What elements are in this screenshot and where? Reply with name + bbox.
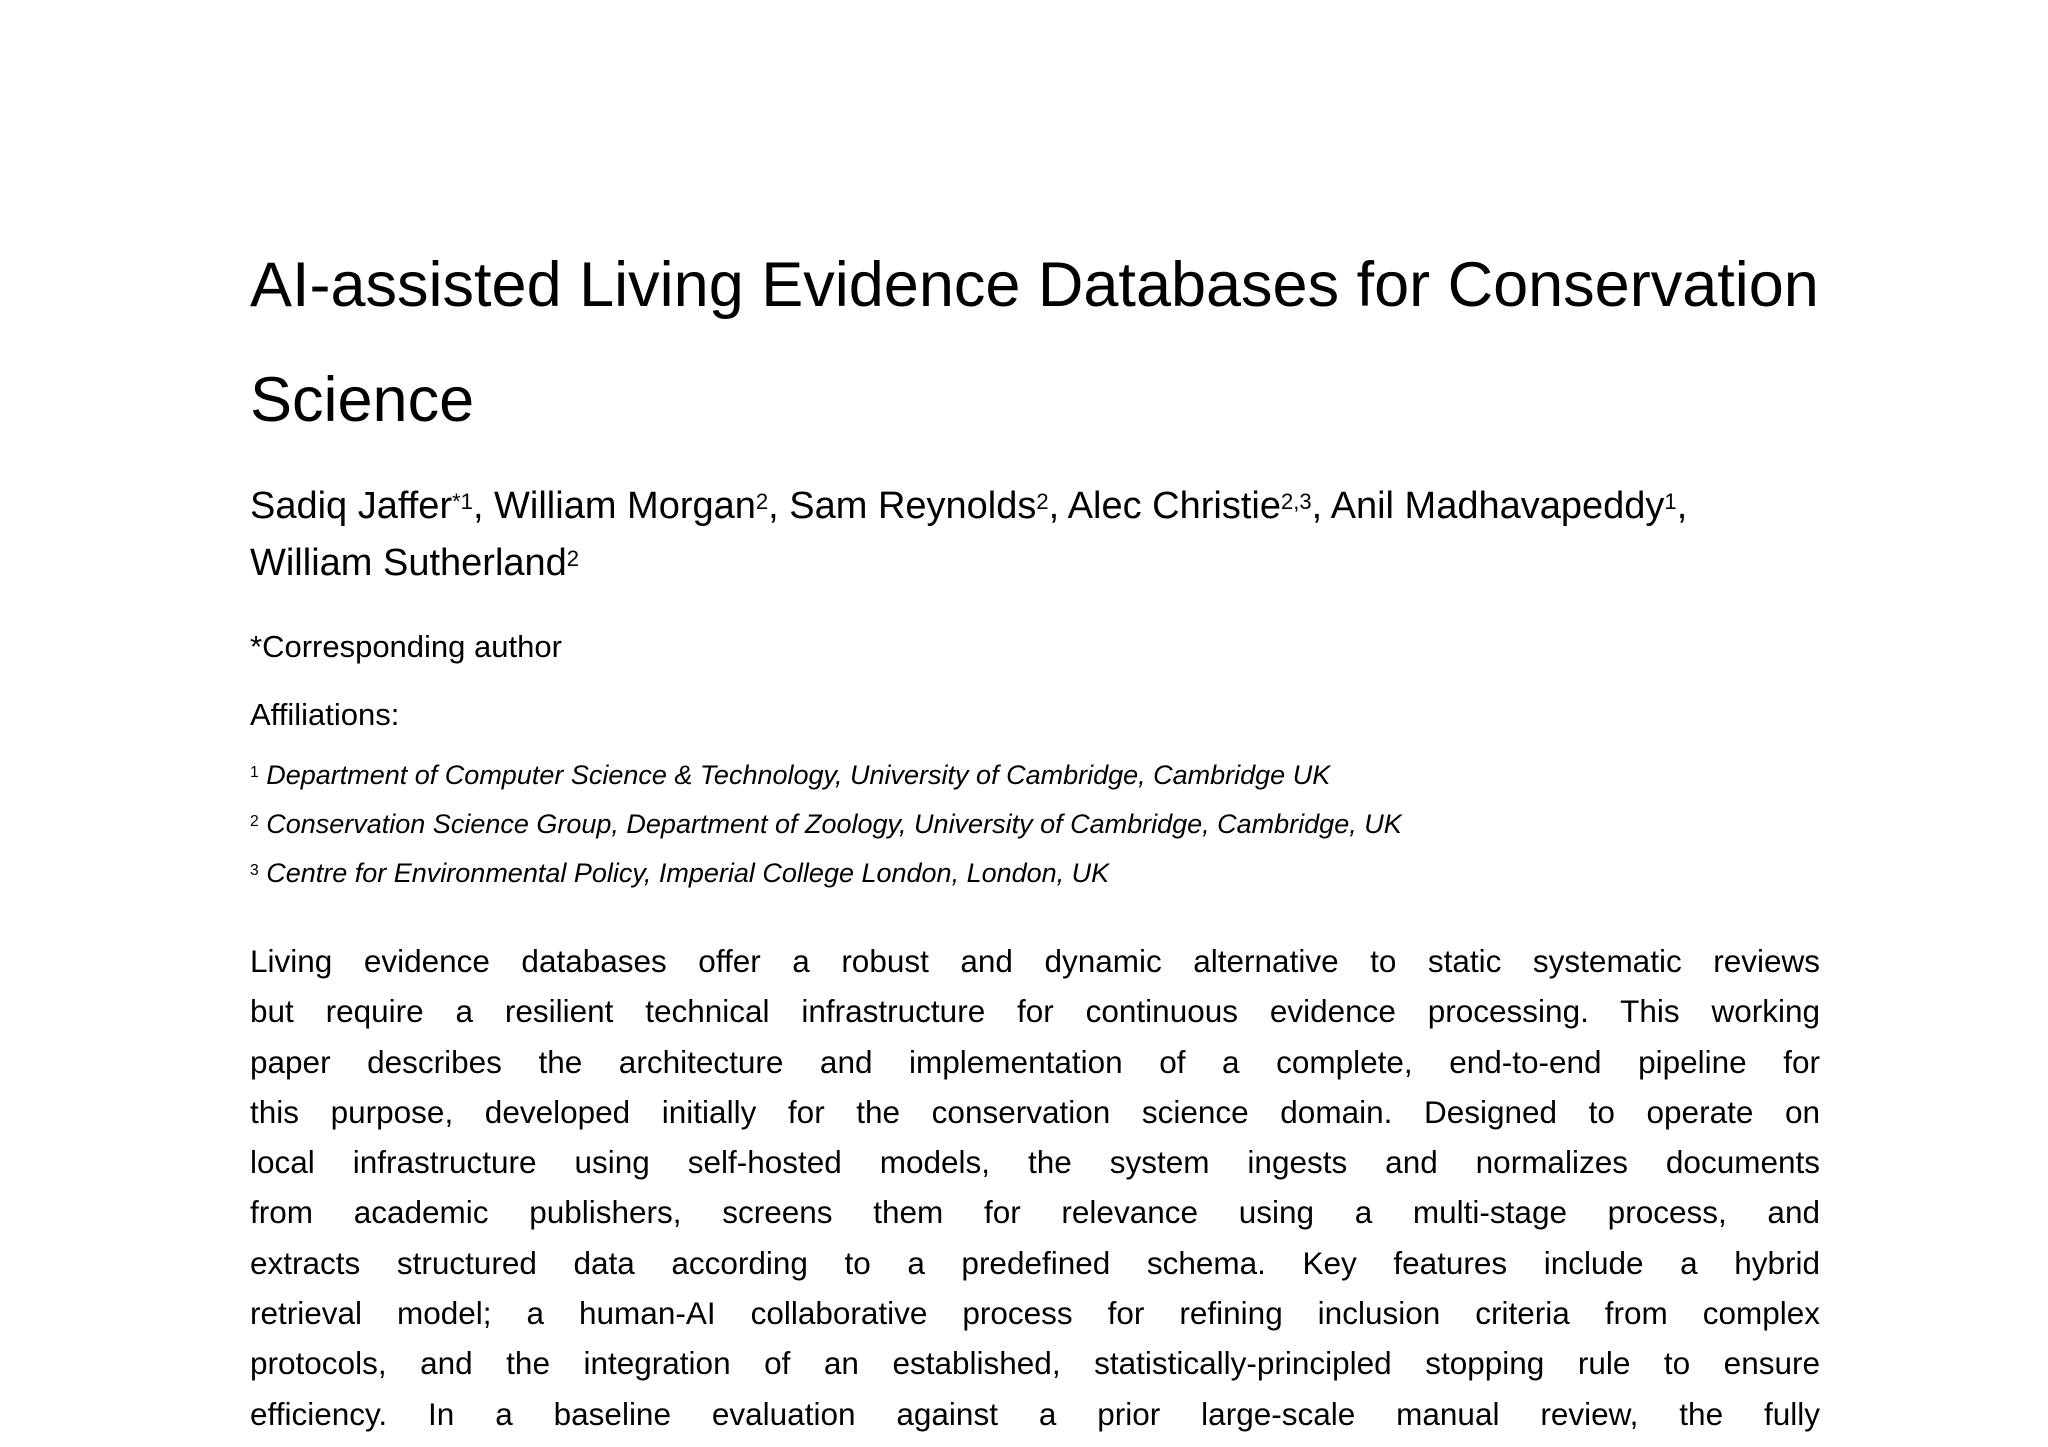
affiliation-text: Conservation Science Group, Department of Zoology, University of Cambridge, Cambridge, UK: [258, 809, 1402, 839]
affiliation-superscript: 1: [250, 764, 259, 782]
affiliation-1: [250, 753, 1402, 802]
affiliation-superscript: 2: [250, 813, 259, 831]
paper-title-line-2: Science: [250, 365, 475, 435]
corresponding-author-note: *Corresponding author: [250, 629, 562, 664]
author-line-1: [250, 480, 1687, 537]
abstract-line: retrieval model; a human-AI collaborative process for refining inclusion criteria from complex: [250, 1295, 1820, 1332]
superscript: 2: [755, 488, 769, 514]
abstract-paragraph: [250, 936, 1820, 1439]
superscript: 2,3: [1280, 488, 1312, 514]
abstract-line: protocols, and the integration of an established, statistically-principled stopping rule to ensure: [250, 1345, 1820, 1382]
author-list: [250, 480, 1687, 594]
text-run: , Alec Christie: [1048, 485, 1281, 527]
abstract-line: from academic publishers, screens them for relevance using a multi-stage process, and: [250, 1194, 1820, 1231]
author-line-2: [250, 537, 1687, 594]
text-run: , Anil Madhavapeddy: [1311, 485, 1665, 527]
text-run: William Sutherland: [250, 542, 567, 584]
affiliations-list: [250, 753, 1402, 900]
text-run: ,: [1676, 485, 1688, 527]
affiliation-superscript: 3: [250, 862, 259, 880]
abstract-line: efficiency. In a baseline evaluation against a prior large-scale manual review, the fully: [250, 1395, 1820, 1432]
superscript: 2: [1036, 488, 1049, 514]
text-run: Sadiq Jaffer: [250, 485, 453, 527]
superscript: 1: [1664, 488, 1677, 514]
abstract-line: extracts structured data according to a predefined schema. Key features include a hybrid: [250, 1244, 1820, 1281]
abstract-line: this purpose, developed initially for the conservation science domain. Designed to operate on: [250, 1093, 1820, 1130]
affiliation-3: [250, 851, 1402, 900]
text-run: , William Morgan: [472, 485, 756, 527]
abstract-line: but require a resilient technical infrastructure for continuous evidence processing. This working: [250, 993, 1820, 1030]
superscript: 2: [566, 545, 580, 571]
abstract-line: Living evidence databases offer a robust and dynamic alternative to static systematic reviews: [250, 943, 1820, 979]
paper-title-line-1: AI-assisted Living Evidence Databases for Conservation: [250, 250, 1819, 320]
abstract-line: paper describes the architecture and implementation of a complete, end-to-end pipeline for: [250, 1043, 1820, 1080]
affiliation-2: [250, 802, 1402, 851]
superscript: *1: [452, 488, 473, 514]
abstract-line: local infrastructure using self-hosted models, the system ingests and normalizes documents: [250, 1144, 1820, 1181]
affiliations-label: Affiliations:: [250, 697, 400, 732]
affiliation-text: Department of Computer Science & Technology, University of Cambridge, Cambridge UK: [258, 760, 1331, 790]
affiliation-text: Centre for Environmental Policy, Imperial College London, London, UK: [258, 858, 1110, 888]
paper-title: [250, 228, 1819, 458]
text-run: , Sam Reynolds: [768, 485, 1037, 527]
